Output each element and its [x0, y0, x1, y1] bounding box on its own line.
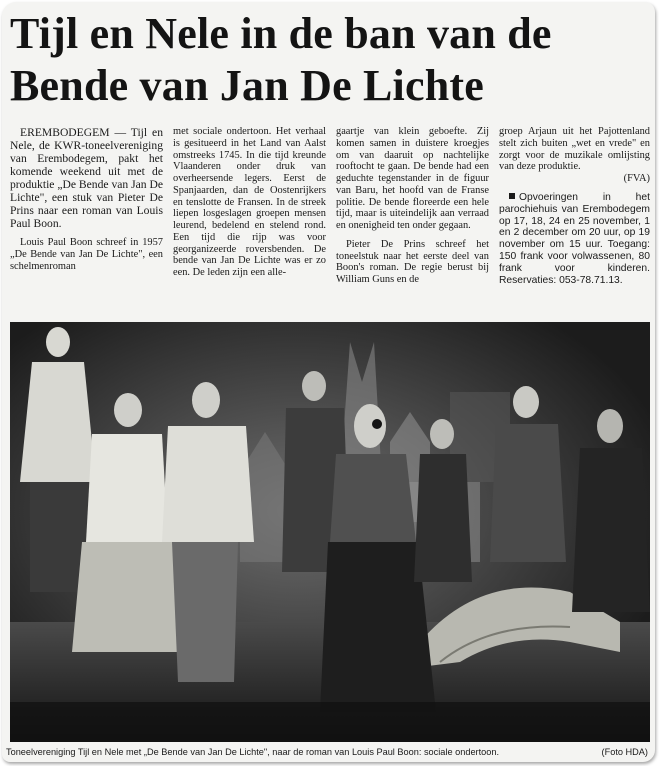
headline-line-1: Tijl en Nele in de ban van de [10, 9, 552, 58]
caption-text: Toneelvereniging Tijl en Nele met „De Bende van Jan De Lichte", naar de roman van Louis Paul Boon: sociale ondertoon. [6, 747, 500, 757]
body-paragraph: met sociale ondertoon. Het verhaal is gesitueerd in het Land van Aalst omstreeks 1745. In die tijd kreunde Vlaanderen onder druk van overheersende legers. Eerst de Spanjaarden, dan de Oostenrijkers en tenslotte de Fransen. In de streek liepen losgeslagen groepen mensen leurend, bedelend en stelend rond. Een tijd die rijp was voor georganizeerde roversbenden. De bende van Jan De Lichte was er zo een. De leden zijn een alle- [173, 126, 326, 278]
author-credit: (FVA) [623, 173, 650, 184]
article-body [10, 126, 650, 318]
article-column-2 [173, 126, 326, 316]
photo-caption [6, 746, 652, 758]
performance-text: Opvoeringen in het parochiehuis van Erembodegem op 17, 18, 24 en 25 november, 1 en 2 december om 20 uur, op 19 november om 15 uur. Toegang: 150 frank voor volwassenen, 80 frank voor kinderen. Reservaties: 053-78.71.13. [499, 191, 650, 287]
body-paragraph: groep Arjaun uit het Pajottenland stelt zich buiten „wet en vrede" en zorgt voor de muzikale omlijsting van deze produktie. [499, 126, 650, 173]
newspaper-clipping [2, 2, 655, 762]
body-paragraph: Louis Paul Boon schreef in 1957 „De Bende van Jan De Lichte", een schelmenroman [10, 237, 163, 272]
article-column-1 [10, 126, 163, 316]
body-paragraph: Pieter De Prins schreef het toneelstuk naar het eerste deel van Boon's roman. De regie berust bij William Guns en de [336, 238, 489, 285]
bullet-square-icon [509, 193, 515, 199]
stage-photo [10, 322, 650, 742]
article-column-4 [499, 126, 650, 316]
lead-paragraph: EREMBODEGEM — Tijl en Nele, de KWR-toneelvereniging van Erembodegem, pakt het komende weekend uit met de produktie „De Bende van Jan De Lichte", een stuk van Pieter De Prins naar een roman van Louis Paul Boon. [10, 126, 163, 230]
stage-photo-illustration [10, 322, 650, 742]
article-column-3 [336, 126, 489, 316]
photo-credit: (Foto HDA) [601, 747, 648, 757]
headline [10, 8, 650, 112]
performance-info [499, 192, 650, 287]
body-paragraph: gaartje van klein geboefte. Zij komen samen in duistere kroegjes om van daaruit op nachtelijke rooftocht te gaan. De bende had een geduchte tegenstander in de figuur van Baru, het hoofd van de Franse politie. De bende floreerde een hele tijd, maar is uiteindelijk aan verraad en onenigheid ten onder gegaan. [336, 126, 489, 231]
headline-line-2: Bende van Jan De Lichte [10, 61, 484, 110]
